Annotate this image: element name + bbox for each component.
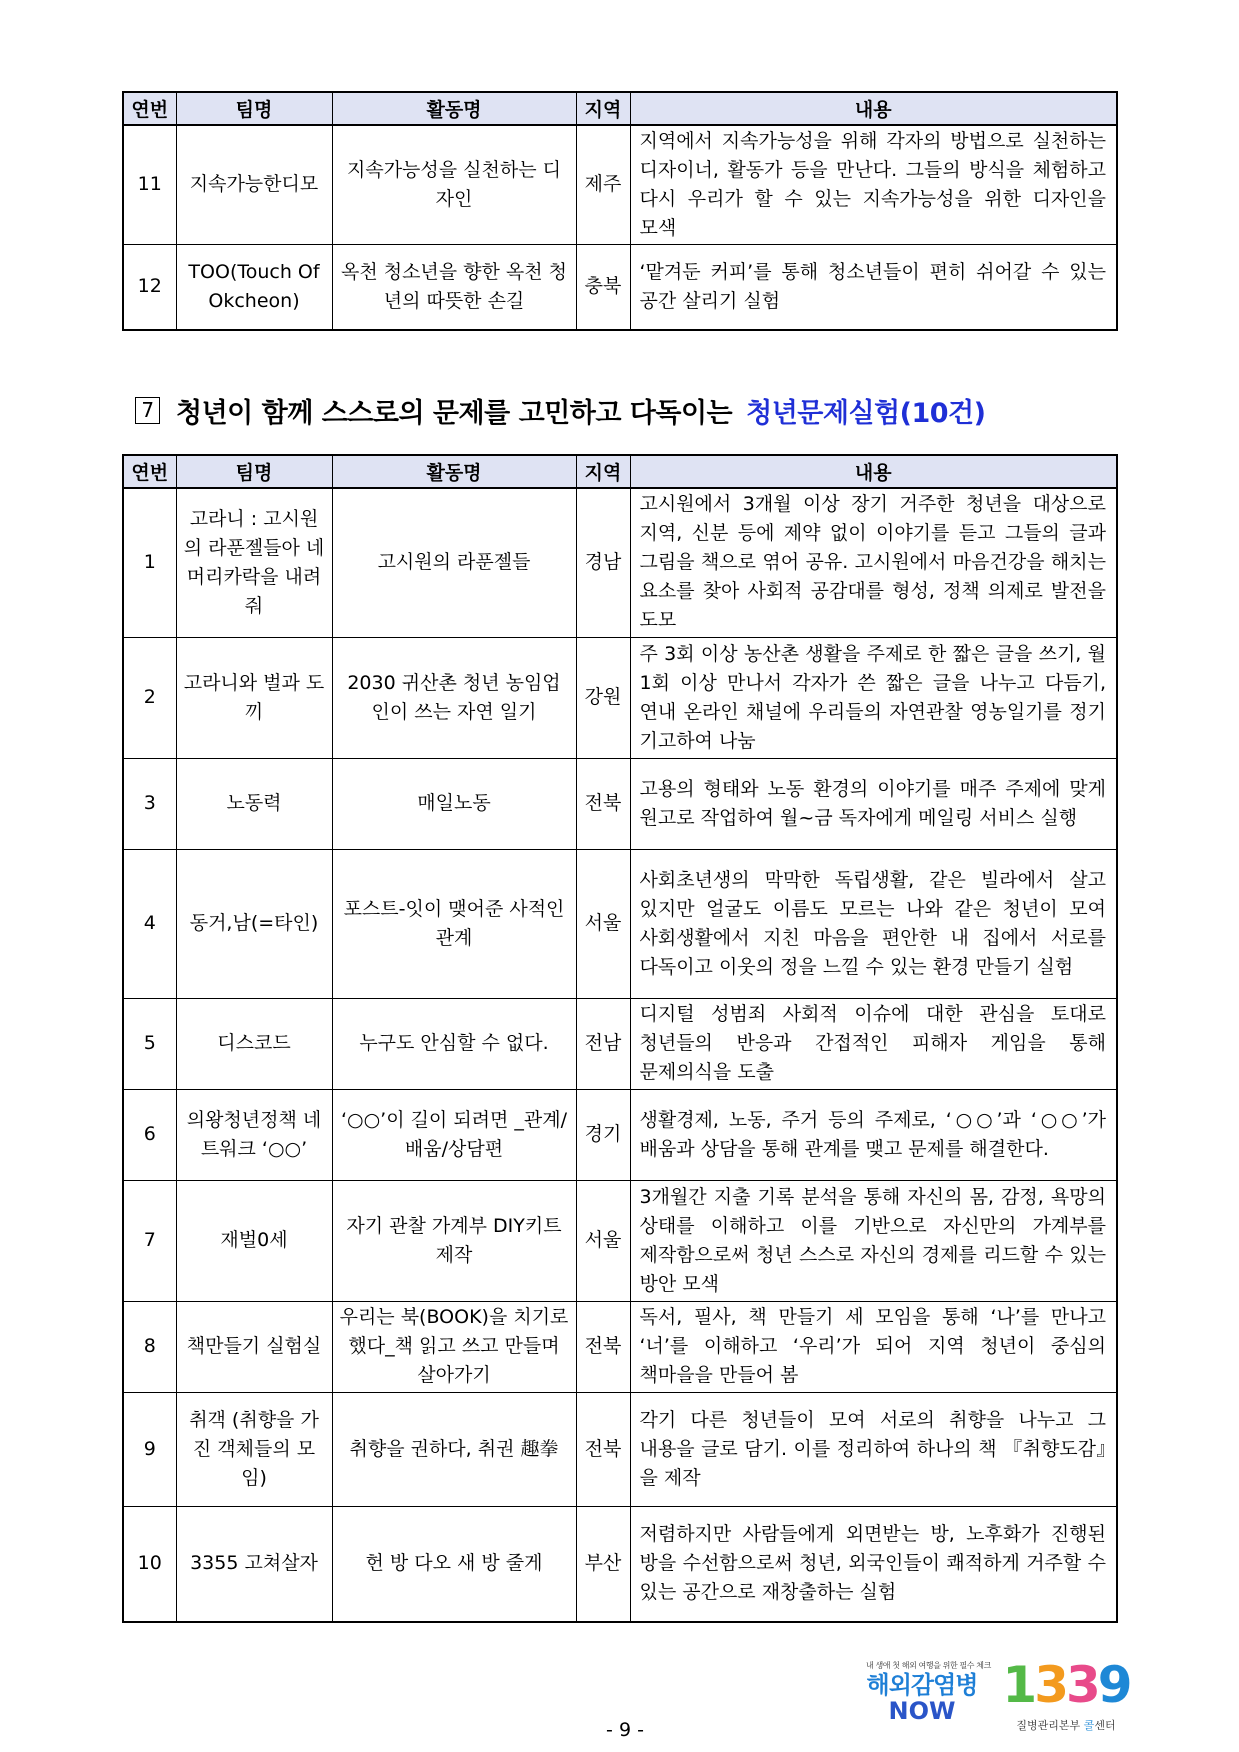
table-row	[123, 125, 1117, 244]
section-heading	[135, 391, 985, 430]
row-region: 전남	[576, 998, 630, 1089]
table-row	[123, 758, 1117, 849]
row-num: 7	[123, 1180, 176, 1301]
row-region: 부산	[576, 1506, 630, 1622]
row-region: 전북	[576, 1392, 630, 1506]
header-region: 지역	[576, 92, 630, 125]
row-num: 1	[123, 488, 176, 637]
row-activity: 포스트-잇이 맺어준 사적인 관계	[332, 849, 576, 998]
row-num: 6	[123, 1089, 176, 1180]
logo-caption-suffix: 센터	[1094, 1719, 1116, 1732]
row-content: 3개월간 지출 기록 분석을 통해 자신의 몸, 감정, 욕망의 상태를 이해하고 이를 기반으로 자신만의 가계부를 제작함으로써 청년 스스로 자신의 경제를 리드할 수 있는 방안 모색	[630, 1180, 1117, 1301]
row-content: 독서, 필사, 책 만들기 세 모임을 통해 ‘나’를 만나고 ‘너’를 이해하고 ‘우리’가 되어 지역 청년이 중심의 책마을을 만들어 봄	[630, 1301, 1117, 1392]
row-region: 강원	[576, 637, 630, 758]
table-row	[123, 488, 1117, 637]
table-header-row	[123, 92, 1117, 125]
table-row	[123, 244, 1117, 330]
kcdc-1339-logo	[1002, 1655, 1130, 1747]
row-content: 주 3회 이상 농산촌 생활을 주제로 한 짧은 글을 쓰기, 월 1회 이상 만나서 각자가 쓴 짧은 글을 나누고 다듬기, 연내 온라인 채널에 우리들의 자연관찰 영농일기를 정기 기고하여 나눔	[630, 637, 1117, 758]
row-team: 고라니와 벌과 도끼	[176, 637, 332, 758]
row-region: 서울	[576, 1180, 630, 1301]
row-activity: 옥천 청소년을 향한 옥천 청년의 따뜻한 손길	[332, 244, 576, 330]
section-highlight: 청년문제실험(10건)	[746, 398, 986, 429]
logo-1339-caption	[1002, 1717, 1130, 1733]
row-content: 생활경제, 노동, 주거 등의 주제로, ‘○○’과 ‘○○’가 배움과 상담을 통해 관계를 맺고 문제를 해결한다.	[630, 1089, 1117, 1180]
logo-digit: 1	[1002, 1656, 1035, 1714]
row-activity: 지속가능성을 실천하는 디자인	[332, 125, 576, 244]
project-table-continued	[122, 91, 1118, 331]
table-row	[123, 637, 1117, 758]
header-activity: 활동명	[332, 455, 576, 488]
row-team: 지속가능한디모	[176, 125, 332, 244]
row-region: 경남	[576, 488, 630, 637]
row-num: 2	[123, 637, 176, 758]
row-team: 책만들기 실험실	[176, 1301, 332, 1392]
row-content: 사회초년생의 막막한 독립생활, 같은 빌라에서 살고 있지만 얼굴도 이름도 모르는 나와 같은 청년이 모여 사회생활에서 지친 마음을 편안한 내 집에서 서로를 다독이고 이웃의 정을 느낄 수 있는 환경 만들기 실험	[630, 849, 1117, 998]
table-row	[123, 849, 1117, 998]
youth-problem-experiment-table	[122, 454, 1118, 1623]
header-activity: 활동명	[332, 92, 576, 125]
header-content: 내용	[630, 92, 1117, 125]
row-activity: 자기 관찰 가계부 DIY키트 제작	[332, 1180, 576, 1301]
row-num: 10	[123, 1506, 176, 1622]
row-num: 9	[123, 1392, 176, 1506]
row-team: 취객 (취향을 가진 객체들의 모임)	[176, 1392, 332, 1506]
section-number: 7	[135, 397, 160, 424]
row-region: 충북	[576, 244, 630, 330]
logo-caption-highlight: 콜	[1083, 1719, 1095, 1732]
overseas-infectious-disease-now-logo	[866, 1660, 991, 1738]
row-content: 고용의 형태와 노동 환경의 이야기를 매주 주제에 맞게 원고로 작업하여 월~금 독자에게 메일링 서비스 실행	[630, 758, 1117, 849]
header-team: 팀명	[176, 455, 332, 488]
row-region: 서울	[576, 849, 630, 998]
row-team: 노동력	[176, 758, 332, 849]
row-team: 디스코드	[176, 998, 332, 1089]
row-content: 각기 다른 청년들이 모여 서로의 취향을 나누고 그 내용을 글로 담기. 이를 정리하여 하나의 책 『취향도감』을 제작	[630, 1392, 1117, 1506]
logo-caption-prefix: 질병관리본부	[1016, 1719, 1084, 1732]
header-num: 연번	[123, 92, 176, 125]
row-region: 전북	[576, 1301, 630, 1392]
row-activity: 취향을 권하다, 취권 趣拳	[332, 1392, 576, 1506]
row-num: 8	[123, 1301, 176, 1392]
table-header-row	[123, 455, 1117, 488]
page-number: - 9 -	[606, 1719, 644, 1741]
row-team: 동거,남(=타인)	[176, 849, 332, 998]
logo-digit: 3	[1034, 1656, 1066, 1714]
table-row	[123, 1089, 1117, 1180]
row-num: 3	[123, 758, 176, 849]
row-team: 고라니 : 고시원의 라푼젤들아 네 머리카락을 내려줘	[176, 488, 332, 637]
table-row	[123, 998, 1117, 1089]
logo-1339-digits	[1002, 1655, 1130, 1715]
row-region: 전북	[576, 758, 630, 849]
row-region: 제주	[576, 125, 630, 244]
row-region: 경기	[576, 1089, 630, 1180]
row-activity: 매일노동	[332, 758, 576, 849]
row-activity: 우리는 북(BOOK)을 치기로 했다_책 읽고 쓰고 만들며 살아가기	[332, 1301, 576, 1392]
row-team: TOO(Touch Of Okcheon)	[176, 244, 332, 330]
header-team: 팀명	[176, 92, 332, 125]
row-team: 3355 고쳐살자	[176, 1506, 332, 1622]
table-row	[123, 1392, 1117, 1506]
row-team: 의왕청년정책 네트워크 ‘○○’	[176, 1089, 332, 1180]
row-num: 11	[123, 125, 176, 244]
row-num: 5	[123, 998, 176, 1089]
logo-digit: 3	[1066, 1656, 1098, 1714]
row-content: 고시원에서 3개월 이상 장기 거주한 청년을 대상으로 지역, 신분 등에 제약 없이 이야기를 듣고 그들의 글과 그림을 책으로 엮어 공유. 고시원에서 마음건강을 해치는 요소를 찾아 사회적 공감대를 형성, 정책 의제로 발전을 도모	[630, 488, 1117, 637]
row-activity: 고시원의 라푼젤들	[332, 488, 576, 637]
header-num: 연번	[123, 455, 176, 488]
row-num: 12	[123, 244, 176, 330]
logo-now-line1: 해외감염병	[866, 1671, 978, 1699]
row-team: 재벌0세	[176, 1180, 332, 1301]
row-activity: 2030 귀산촌 청년 농임업인이 쓰는 자연 일기	[332, 637, 576, 758]
table-row	[123, 1180, 1117, 1301]
logo-now-tagline: 내 생애 첫 해외 여행을 위한 필수 체크	[866, 1661, 991, 1670]
logo-digit: 9	[1097, 1656, 1130, 1714]
logo-now-line2: NOW	[888, 1697, 956, 1725]
header-content: 내용	[630, 455, 1117, 488]
row-activity: 헌 방 다오 새 방 줄게	[332, 1506, 576, 1622]
row-content: 지역에서 지속가능성을 위해 각자의 방법으로 실천하는 디자이너, 활동가 등을 만난다. 그들의 방식을 체험하고 다시 우리가 할 수 있는 지속가능성을 위한 디자인을 모색	[630, 125, 1117, 244]
row-content: 디지털 성범죄 사회적 이슈에 대한 관심을 토대로 청년들의 반응과 간접적인 피해자 게임을 통해 문제의식을 도출	[630, 998, 1117, 1089]
table-row	[123, 1506, 1117, 1622]
row-activity: 누구도 안심할 수 없다.	[332, 998, 576, 1089]
row-content: 저렴하지만 사람들에게 외면받는 방, 노후화가 진행된 방을 수선함으로써 청년, 외국인들이 쾌적하게 거주할 수 있는 공간으로 재창출하는 실험	[630, 1506, 1117, 1622]
row-activity: ‘○○’이 길이 되려면 _관계/배움/상담편	[332, 1089, 576, 1180]
section-title: 청년이 함께 스스로의 문제를 고민하고 다독이는	[176, 398, 733, 429]
row-num: 4	[123, 849, 176, 998]
table-row	[123, 1301, 1117, 1392]
header-region: 지역	[576, 455, 630, 488]
row-content: ‘맡겨둔 커피’를 통해 청소년들이 편히 쉬어갈 수 있는 공간 살리기 실험	[630, 244, 1117, 330]
